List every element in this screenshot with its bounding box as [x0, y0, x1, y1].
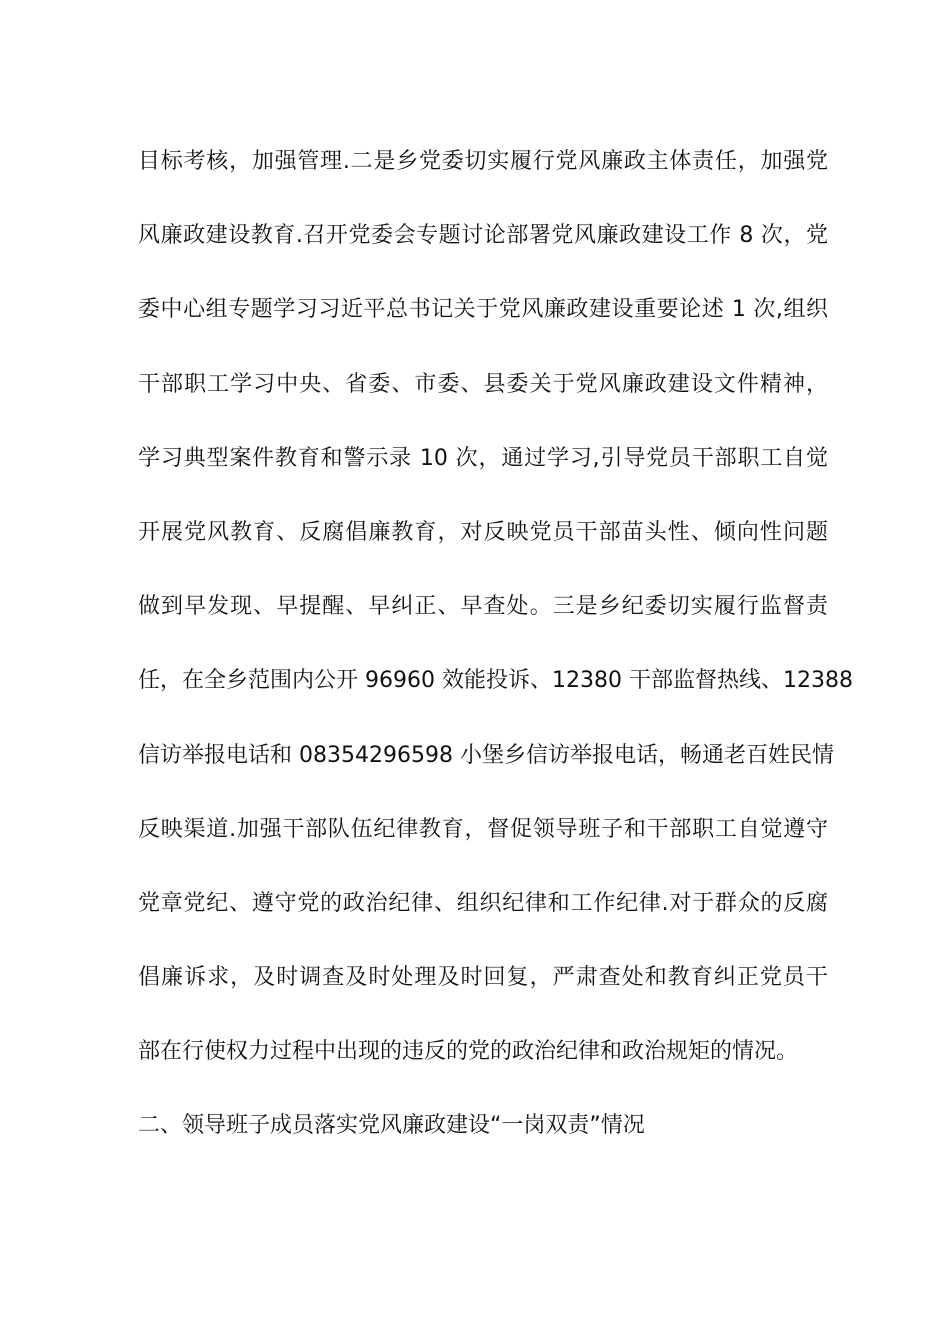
paragraph-line: 反映渠道.加强干部队伍纪律教育，督促领导班子和干部职工自觉遵守 [138, 816, 828, 842]
paragraph-line: 学习典型案件教育和警示录 10 次，通过学习,引导党员干部职工自觉 [138, 445, 828, 471]
paragraph-line: 目标考核，加强管理.二是乡党委切实履行党风廉政主体责任，加强党 [138, 149, 828, 174]
paragraph-line: 风廉政建设教育.召开党委会专题讨论部署党风廉政建设工作 8 次，党 [138, 223, 828, 249]
paragraph-line: 委中心组专题学习习近平总书记关于党风廉政建设重要论述 1 次,组织 [138, 297, 828, 323]
paragraph-line: 倡廉诉求，及时调查及时处理及时回复，严肃查处和教育纠正党员干 [138, 965, 828, 991]
paragraph-line: 信访举报电话和 08354296598 小堡乡信访举报电话，畅通老百姓民情 [138, 742, 834, 768]
section-heading: 二、领导班子成员落实党风廉政建设“一岗双责”情况 [138, 1113, 645, 1139]
document-body [138, 145, 853, 1149]
paragraph-line: 开展党风教育、反腐倡廉教育，对反映党员干部苗头性、倾向性问题 [138, 519, 828, 545]
paragraph-line: 部在行使权力过程中出现的违反的党的政治纪律和政治规矩的情况。 [138, 1039, 799, 1065]
paragraph-line: 任，在全乡范围内公开 96960 效能投诉、12380 干部监督热线、12388 [138, 668, 853, 694]
paragraph-line: 干部职工学习中央、省委、市委、县委关于党风廉政建设文件精神， [138, 371, 828, 397]
paragraph-line: 做到早发现、早提醒、早纠正、早查处。三是乡纪委切实履行监督责 [138, 594, 828, 620]
paragraph-line: 党章党纪、遵守党的政治纪律、组织纪律和工作纪律.对于群众的反腐 [138, 890, 828, 916]
